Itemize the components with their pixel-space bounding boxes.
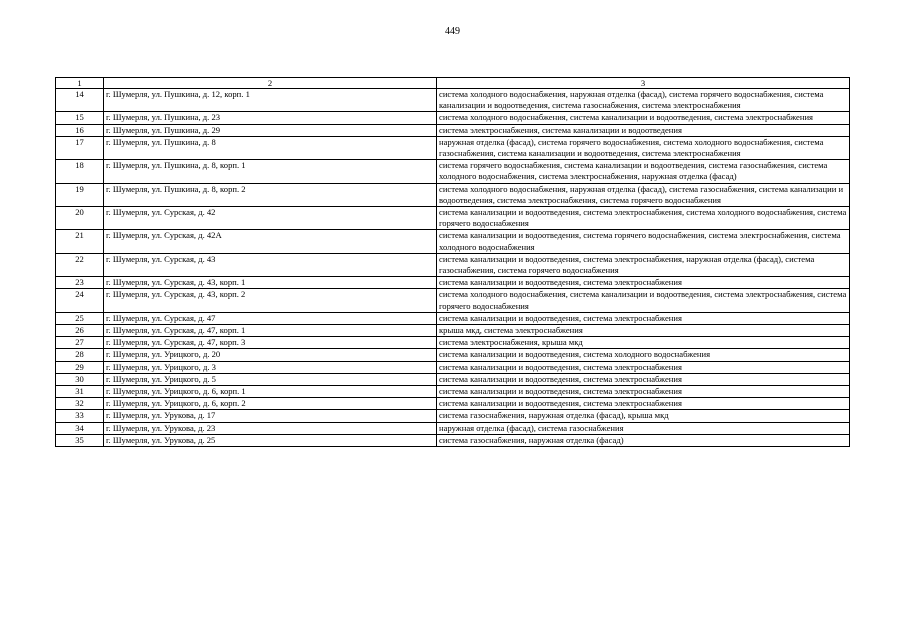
systems-cell: система холодного водоснабжения, наружная отделка (фасад), система горячего водоснабжения, система канализации и водоотведения, система газоснабжения, система электроснабжения xyxy=(437,89,850,112)
table-row xyxy=(56,398,850,410)
row-number-cell: 19 xyxy=(56,183,104,206)
address-cell: г. Шумерля, ул. Пушкина, д. 23 xyxy=(104,112,437,124)
systems-cell: система газоснабжения, наружная отделка (фасад) xyxy=(437,434,850,446)
address-cell: г. Шумерля, ул. Урукова, д. 17 xyxy=(104,410,437,422)
systems-cell: система канализации и водоотведения, система горячего водоснабжения, система электроснабжения, система холодного водоснабжения xyxy=(437,230,850,253)
table-row xyxy=(56,112,850,124)
systems-cell: система канализации и водоотведения, система электроснабжения xyxy=(437,312,850,324)
row-number-cell: 33 xyxy=(56,410,104,422)
table-body xyxy=(56,78,850,447)
address-cell: г. Шумерля, ул. Пушкина, д. 29 xyxy=(104,124,437,136)
address-cell: г. Шумерля, ул. Урукова, д. 23 xyxy=(104,422,437,434)
row-number-cell: 31 xyxy=(56,386,104,398)
row-number-cell: 16 xyxy=(56,124,104,136)
address-cell: г. Шумерля, ул. Урицкого, д. 6, корп. 2 xyxy=(104,398,437,410)
address-cell: г. Шумерля, ул. Пушкина, д. 8 xyxy=(104,136,437,159)
table-row xyxy=(56,160,850,183)
systems-cell: крыша мкд, система электроснабжения xyxy=(437,325,850,337)
systems-cell: система канализации и водоотведения, система холодного водоснабжения xyxy=(437,349,850,361)
address-cell: г. Шумерля, ул. Сурская, д. 42 xyxy=(104,207,437,230)
address-cell: г. Шумерля, ул. Сурская, д. 47, корп. 3 xyxy=(104,337,437,349)
address-cell: г. Шумерля, ул. Сурская, д. 43 xyxy=(104,253,437,276)
row-number-cell: 35 xyxy=(56,434,104,446)
address-cell: г. Шумерля, ул. Урицкого, д. 6, корп. 1 xyxy=(104,386,437,398)
row-number-cell: 32 xyxy=(56,398,104,410)
page-number: 449 xyxy=(445,26,460,37)
address-cell: г. Шумерля, ул. Сурская, д. 47 xyxy=(104,312,437,324)
row-number-cell: 21 xyxy=(56,230,104,253)
table-row xyxy=(56,325,850,337)
table-row xyxy=(56,289,850,312)
table-row xyxy=(56,337,850,349)
table-row xyxy=(56,253,850,276)
row-number-cell: 20 xyxy=(56,207,104,230)
systems-cell: система канализации и водоотведения, система электроснабжения xyxy=(437,398,850,410)
table-header-row xyxy=(56,78,850,89)
address-cell: г. Шумерля, ул. Урицкого, д. 5 xyxy=(104,373,437,385)
row-number-cell: 29 xyxy=(56,361,104,373)
address-cell: г. Шумерля, ул. Сурская, д. 47, корп. 1 xyxy=(104,325,437,337)
table-row xyxy=(56,124,850,136)
table-row xyxy=(56,207,850,230)
address-cell: г. Шумерля, ул. Сурская, д. 43, корп. 2 xyxy=(104,289,437,312)
systems-cell: система электроснабжения, система канализации и водоотведения xyxy=(437,124,850,136)
table-row xyxy=(56,183,850,206)
row-number-cell: 17 xyxy=(56,136,104,159)
systems-cell: система горячего водоснабжения, система канализации и водоотведения, система газоснабжения, система холодного водоснабжения, система электроснабжения, наружная отделка (фасад) xyxy=(437,160,850,183)
row-number-cell: 14 xyxy=(56,89,104,112)
table-row xyxy=(56,361,850,373)
systems-cell: система газоснабжения, наружная отделка (фасад), крыша мкд xyxy=(437,410,850,422)
row-number-cell: 24 xyxy=(56,289,104,312)
address-cell: г. Шумерля, ул. Пушкина, д. 8, корп. 1 xyxy=(104,160,437,183)
address-cell: г. Шумерля, ул. Урицкого, д. 3 xyxy=(104,361,437,373)
row-number-cell: 15 xyxy=(56,112,104,124)
table-row xyxy=(56,373,850,385)
row-number-cell: 26 xyxy=(56,325,104,337)
row-number-cell: 25 xyxy=(56,312,104,324)
systems-cell: система канализации и водоотведения, система электроснабжения, система холодного водоснабжения, система горячего водоснабжения xyxy=(437,207,850,230)
table-row xyxy=(56,434,850,446)
row-number-cell: 28 xyxy=(56,349,104,361)
address-cell: г. Шумерля, ул. Пушкина, д. 8, корп. 2 xyxy=(104,183,437,206)
table-row xyxy=(56,349,850,361)
systems-cell: система холодного водоснабжения, система канализации и водоотведения, система электроснабжения xyxy=(437,112,850,124)
column-header-address: 2 xyxy=(104,78,437,89)
column-header-systems: 3 xyxy=(437,78,850,89)
column-header-number: 1 xyxy=(56,78,104,89)
table-row xyxy=(56,386,850,398)
table-row xyxy=(56,89,850,112)
address-cell: г. Шумерля, ул. Урицкого, д. 20 xyxy=(104,349,437,361)
address-cell: г. Шумерля, ул. Сурская, д. 43, корп. 1 xyxy=(104,277,437,289)
systems-cell: система канализации и водоотведения, система электроснабжения xyxy=(437,386,850,398)
systems-cell: наружная отделка (фасад), система горячего водоснабжения, система холодного водоснабжения, система газоснабжения, система канализации и водоотведения, система электроснабжения xyxy=(437,136,850,159)
systems-cell: система канализации и водоотведения, система электроснабжения, наружная отделка (фасад), система газоснабжения, система горячего водоснабжения xyxy=(437,253,850,276)
systems-cell: система холодного водоснабжения, система канализации и водоотведения, система электроснабжения, система горячего водоснабжения xyxy=(437,289,850,312)
row-number-cell: 34 xyxy=(56,422,104,434)
table-row xyxy=(56,136,850,159)
row-number-cell: 23 xyxy=(56,277,104,289)
table-row xyxy=(56,312,850,324)
systems-cell: система холодного водоснабжения, наружная отделка (фасад), система газоснабжения, система канализации и водоотведения, система электроснабжения, система горячего водоснабжения xyxy=(437,183,850,206)
row-number-cell: 30 xyxy=(56,373,104,385)
address-cell: г. Шумерля, ул. Урукова, д. 25 xyxy=(104,434,437,446)
systems-cell: система канализации и водоотведения, система электроснабжения xyxy=(437,277,850,289)
row-number-cell: 27 xyxy=(56,337,104,349)
systems-cell: система канализации и водоотведения, система электроснабжения xyxy=(437,373,850,385)
table-row xyxy=(56,230,850,253)
table-row xyxy=(56,277,850,289)
table-row xyxy=(56,422,850,434)
building-systems-table xyxy=(55,77,850,447)
address-cell: г. Шумерля, ул. Пушкина, д. 12, корп. 1 xyxy=(104,89,437,112)
systems-cell: система электроснабжения, крыша мкд xyxy=(437,337,850,349)
systems-cell: наружная отделка (фасад), система газоснабжения xyxy=(437,422,850,434)
table-row xyxy=(56,410,850,422)
row-number-cell: 22 xyxy=(56,253,104,276)
address-cell: г. Шумерля, ул. Сурская, д. 42А xyxy=(104,230,437,253)
row-number-cell: 18 xyxy=(56,160,104,183)
systems-cell: система канализации и водоотведения, система электроснабжения xyxy=(437,361,850,373)
